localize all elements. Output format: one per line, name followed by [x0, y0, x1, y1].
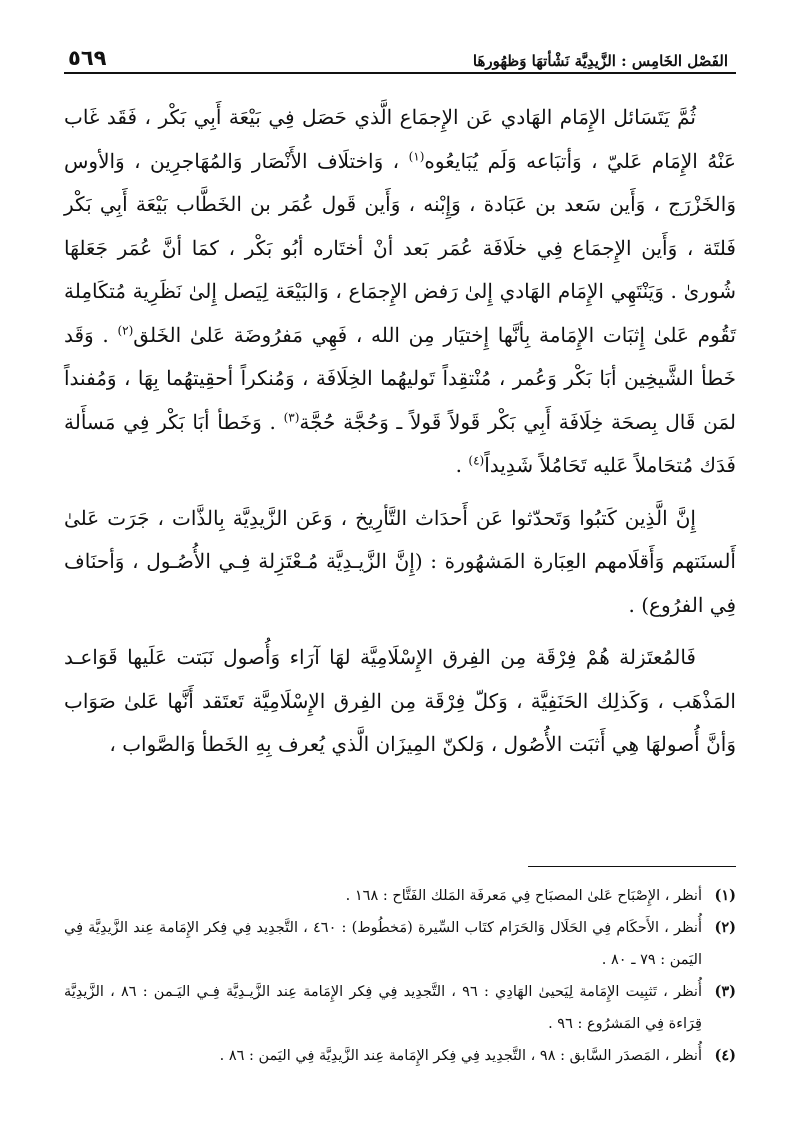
paragraph-1 [64, 96, 736, 488]
header-rule [64, 72, 736, 74]
p1-text-2: ، وَاختلَاف الأَنْصَار وَالمُهَاجرِين ، وَالأوس وَالخَزْرَج ، وَأَين سَعد بن عَبَادة ، وَإِبْنه ، وَأَين قَول عُمَر بن الخَطَّاب بَيْعَة أَبِي بَكْر فَلتَة ، وَأَين الإِجمَاع فِي خلَافَة عُمَر بَعد أنْ أختَاره أبُو بَكْر ، كمَا أنَّ عُمَر جَعَلهَا شُورىٰ . وَيَنْتَهِي الإِمَام الهَادي إِلىٰ رَفض الإِجمَاع ، وَالبَيْعَة لِيَصل إِلىٰ نَظَرِية مُتكَامِلة تَقُوم عَلىٰ إِثبَات الإِمَامة بِأنَّها إِختيَار مِن الله ، فَهِي مَفرُوضَة عَلىٰ الخَلق [64, 148, 736, 347]
footnote-ref-1: (١) [408, 148, 425, 163]
footnote-4 [64, 1040, 736, 1072]
footnote-text: أُنظر ، الأَحكَام فِي الحَلَال وَالحَرَام كتَاب السِّيرة (مَخطُوط) : ٤٦٠ ، التَّجدِيد فِي فِكر الإِمَامة عِند الزَّيدِيَّة فِي اليَمن : ٧٩ ـ ٨٠ . [64, 920, 702, 968]
p1-text-5: . [455, 453, 469, 477]
footnote-rule [528, 866, 736, 867]
footnote-number: (٤) [714, 1047, 736, 1064]
footnotes [64, 880, 736, 1072]
footnote-number: (٢) [714, 919, 736, 936]
paragraph-2: إِنَّ الَّذِين كَتبُوا وَتَحدّثوا عَن أَحدَاث التَّأرِيخ ، وَعَن الزَّيدِيَّة بِالذَّات ، جَرَت عَلىٰ أَلسنَتهم وَأَقلَامهم العِبَارة المَشهُورة : (إِنَّ الزَّيـدِيَّة مُـعْتَزِلة فِـي الأُصُـول ، وَأحنَاف فِي الفرُوع) . [64, 505, 736, 617]
running-head [68, 30, 728, 70]
footnote-2 [64, 912, 736, 976]
footnote-ref-4: (٤) [468, 453, 485, 468]
footnote-3 [64, 976, 736, 1040]
chapter-title: الفَصْل الخَامِس : الزَّيدِيَّة نَشْأتهَا وَظهُورهَا [472, 52, 728, 70]
main-text [64, 96, 736, 767]
p1-text-4: . وَخَطأ أبَا بَكْر فِي مَسأَلة فَدَك مُتحَاملاً عَليه تَحَامُلاً شَدِيداً [64, 409, 736, 477]
paragraph-3: فَالمُعتَزلة هُمْ فِرْقَة مِن الفِرق الإِسْلَامِيَّة لهَا آرَاء وَأُصول نَبَتت عَلَيها قَوَاعـد المَذْهَب ، وَكَذلِك الحَنَفِيَّة ، وَكلّ فِرْقَة مِن الفِرق الإِسْلَامِيَّة تَعتَقد أَنَّها عَلىٰ صَوَاب وَأنَّ أُصولهَا هِي أَثبَت الأُصُول ، وَلكنّ المِيزَان الَّذي يُعرف بِهِ الخَطأ وَالصَّواب ، [64, 645, 736, 756]
page-number: ٥٦٩ [68, 46, 107, 70]
p1-text-1: ثُمَّ يَتَسَائل الإِمَام الهَادي عَن الإِجمَاع الَّذي حَصَل فِي بَيْعَة أَبِي بَكْر ، فَقَد غَاب عَنْهُ الإِمَام عَليّ ، وَأتبَاعه وَلَم يُبَايعُوه [64, 105, 736, 173]
footnote-text: أُنظر ، المَصدَر السَّابق : ٩٨ ، التَّجدِيد فِي فِكر الإِمَامة عِند الزَّيدِيَّة فِي اليَمن : ٨٦ . [219, 1048, 702, 1064]
p1-text-3: . وَقَد خَطأ الشَّيخِين أبَا بَكْر وَعُمر ، مُنْتقِداً تَوليهُما الخِلَافَة ، وَمُنكراً أحقِيتهُما بِهَا ، وَمُفنداً لمَن قَال بِصحَة خِلَافَة أَبِي بَكْر قَولاً قَولاً ـ وَحُجَّة حُجَّة [64, 322, 736, 434]
footnote-text: أنظر ، الإِصْبَاح عَلىٰ المصبَاح فِي مَعرفَة المَلك الفَتَّاح : ١٦٨ . [345, 888, 702, 904]
footnote-ref-2: (٢) [117, 322, 134, 337]
footnote-ref-3: (٣) [283, 409, 300, 424]
footnote-number: (١) [714, 887, 736, 904]
footnote-number: (٣) [714, 983, 736, 1000]
footnote-text: أُنظر ، تَثبِيت الإِمَامة لِيَحيىٰ الهَادِي : ٩٦ ، التَّجدِيد فِي فِكر الإِمَامة عِند الزَّيـدِيَّة فِـي اليَـمن : ٨٦ ، الزَّيدِيَّة قِرَاءة فِي المَشرُوع : ٩٦ . [64, 984, 702, 1032]
footnote-1 [64, 880, 736, 912]
